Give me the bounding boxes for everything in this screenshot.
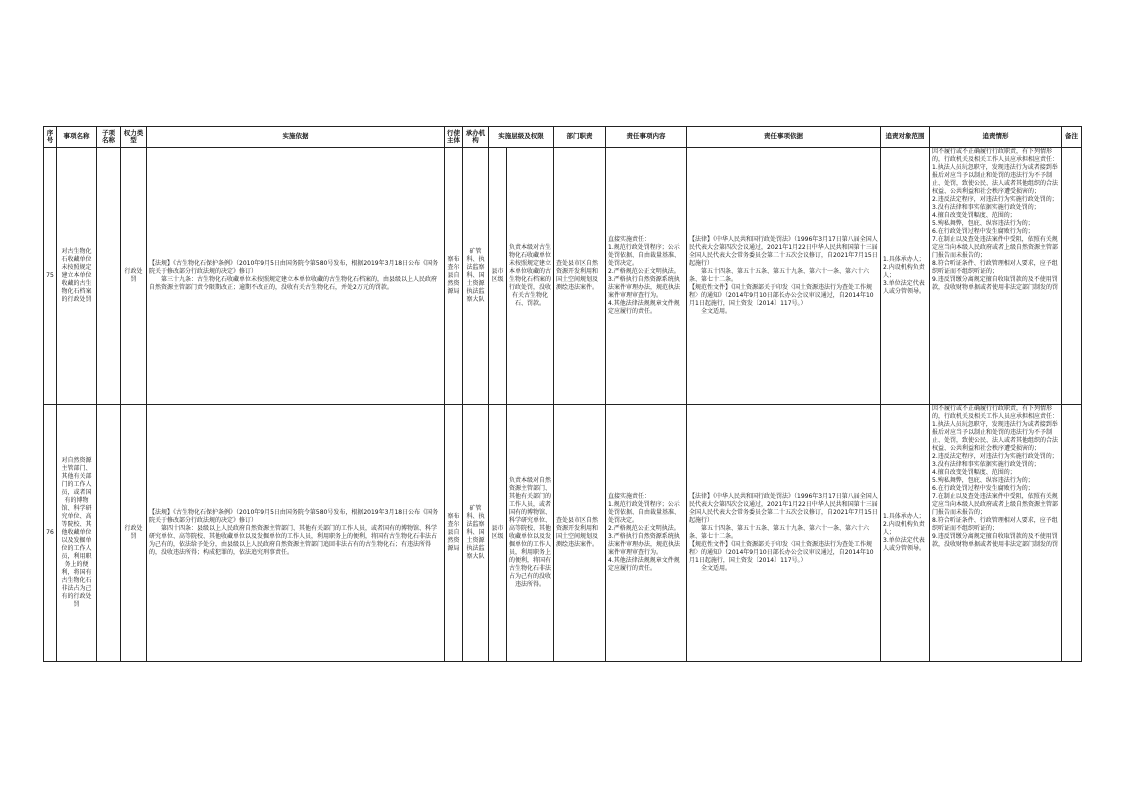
row-duty: 查处县市区自然资源开发利用和国土空间规划及测绘违法案件。	[554, 148, 606, 405]
header-remark: 备注	[1062, 127, 1082, 148]
row-type: 行政处罚	[121, 405, 147, 662]
header-duty: 部门职责	[554, 127, 606, 148]
row-remark	[1062, 405, 1082, 662]
row-level-a: 县市区级	[489, 148, 507, 405]
row-sub	[97, 405, 121, 662]
row-subject: 察布查尔县自然资源局	[445, 148, 463, 405]
row-scope: 1.具体承办人； 2.内设机构负责人； 3.单位法定代表人或分管领导。	[881, 405, 930, 662]
header-content: 责任事项内容	[606, 127, 687, 148]
row-sub	[97, 148, 121, 405]
row-num: 75	[44, 148, 57, 405]
row-level-a: 县市区级	[489, 405, 507, 662]
header-situation: 追责情形	[930, 127, 1062, 148]
header-liab-basis: 责任事项依据	[687, 127, 881, 148]
row-basis: 【法规】《古生物化石保护条例》（2010年9月5日由国务院令第580号发布，根据2019年3月18日公布《国务院关于修改部分行政法规的决定》修订） 第四十四条：县级以上人民政府自然资源主管部门、其他有关部门的工作人员，或者国有的博物馆、科学研究单位、高等院校、其他收藏单位以及发掘单位的工作人员，利用职务上的便利，将国有古生物化石非法占为己有的，依法给予处分，由县级以上人民政府自然资源主管部门追回非法占有的古生物化石；有违法所得的，没收违法所得；构成犯罪的，依法追究刑事责任。	[147, 405, 445, 662]
header-subject: 行使主体	[445, 127, 463, 148]
header-type: 权力类型	[121, 127, 147, 148]
liability-table	[43, 126, 1082, 662]
header-row	[44, 127, 1082, 148]
header-level: 实施层级及权限	[489, 127, 554, 148]
table-row	[44, 148, 1082, 405]
row-liab-basis: 【法律】《中华人民共和国行政处罚法》（1996年3月17日第八届全国人民代表大会第四次会议通过，2021年1月22日中华人民共和国第十三届全国人民代表大会常务委员会第二十五次会议修订，自2021年7月15日起施行） 第五十四条、第五十五条、第五十九条、第六十一条、第六十六条、第七十二条。 【规范性文件】《国土资源部关于印发〈国土资源违法行为查处工作规程〉的通知》（2014年9月10日部长办公会议审议通过，自2014年10月1日起施行，国土资发〔2014〕117号。） 全文适用。	[687, 148, 881, 405]
header-num: 序号	[44, 127, 57, 148]
row-name: 对自然资源主管部门、其他有关部门的工作人员，或者国有的博物馆、科学研究单位、高等院校、其他收藏单位以及发掘单位的工作人员，利用职务上的便利，将国有古生物化石非法占为己有的行政处罚	[57, 405, 97, 662]
header-sub: 子项名称	[97, 127, 121, 148]
header-scope: 追责对象范围	[881, 127, 930, 148]
row-duty: 查处县市区自然资源开发利用和国土空间规划及测绘违法案件。	[554, 405, 606, 662]
row-org: 矿管科、执法监察科、国土资源执法监察大队	[463, 405, 489, 662]
header-name: 事项名称	[57, 127, 97, 148]
row-type: 行政处罚	[121, 148, 147, 405]
row-situation: 因不履行或不正确履行行政职责，有下列情形的，行政机关及相关工作人员应承担相应责任： 1.执法人员玩忽职守，发现违法行为或者接到举报后对应当予以制止和处罚的违法行为不予制止、处罚，致使公民、法人或者其他组织的合法权益、公共利益和社会秩序遭受损害的； 2.违反法定程序，对违法行为实施行政处罚的； 3.没有法律和事实依据实施行政处罚的； 4.擅自改变处罚幅度、范围的； 5.殉私舞弊，包庇、纵容违法行为的； 6.在行政处罚过程中发生腐败行为的； 7.在制止以及查处违法案件中受阻，依照有关规定应当向本级人民政府或者上级自然资源主管部门报告而未报告的； 8.符合听证条件、行政管理相对人要求，应予组织听证而不组织听证的； 9.违反罚缴分离规定擅自收取罚款的及不使用罚款，没收财物单据或者使用非法定部门制发的罚	[930, 405, 1062, 662]
row-remark	[1062, 148, 1082, 405]
header-basis: 实施依据	[147, 127, 445, 148]
row-level-b: 负责本级对古生物化石收藏单位未按照规定建立本单位收藏的古生物化石档案的行政处罚，没收有关古生物化石、罚款。	[507, 148, 554, 405]
row-level-b: 负责本级对自然资源主管部门、其他有关部门的工作人员，或者国有的博物馆、科学研究单位、高等院校、其他收藏单位以及发掘单位的工作人员，利用职务上的便利，将国有古生物化石非法占为己有的没收违法所得。	[507, 405, 554, 662]
row-subject: 察布查尔县自然资源局	[445, 405, 463, 662]
row-situation: 因不履行或不正确履行行政职责，有下列情形的，行政机关及相关工作人员应承担相应责任： 1.执法人员玩忽职守，发现违法行为或者接到举报后对应当予以制止和处罚的违法行为不予制止、处罚，致使公民、法人或者其他组织的合法权益、公共利益和社会秩序遭受损害的； 2.违反法定程序，对违法行为实施行政处罚的； 3.没有法律和事实依据实施行政处罚的； 4.擅自改变处罚幅度、范围的； 5.殉私舞弊，包庇、纵容违法行为的； 6.在行政处罚过程中发生腐败行为的； 7.在制止以及查处违法案件中受阻，依照有关规定应当向本级人民政府或者上级自然资源主管部门报告而未报告的； 8.符合听证条件、行政管理相对人要求，应予组织听证而不组织听证的； 9.违反罚缴分离规定擅自收取罚款的及不使用罚款，没收财物单据或者使用非法定部门制发的罚	[930, 148, 1062, 405]
header-org: 承办机构	[463, 127, 489, 148]
row-content: 直接实施责任： 1.规范行政处罚程序；公示处罚依据、自由裁量基准、处罚决定。 2.严格规范公正文明执法。 3.严格执行自然资源系统执法案件审理办法，规范执法案件审理审查行为。 4.其他法律法规规章文件规定应履行的责任。	[606, 148, 687, 405]
row-basis: 【法规】《古生物化石保护条例》（2010年9月5日由国务院令第580号发布，根据2019年3月18日公布《国务院关于修改部分行政法规的决定》修订） 第三十九条：古生物化石收藏单位未按照规定建立本单位收藏的古生物化石档案的，由县级以上人民政府自然资源主管部门责令限期改正；逾期不改正的，没收有关古生物化石，并处2万元的罚款。	[147, 148, 445, 405]
row-liab-basis: 【法律】《中华人民共和国行政处罚法》（1996年3月17日第八届全国人民代表大会第四次会议通过，2021年1月22日中华人民共和国第十三届全国人民代表大会常务委员会第二十五次会议修订，自2021年7月15日起施行） 第五十四条、第五十五条、第五十九条、第六十一条、第六十六条、第七十二条。 【规范性文件】《国土资源部关于印发〈国土资源违法行为查处工作规程〉的通知》（2014年9月10日部长办公会议审议通过，自2014年10月1日起施行，国土资发〔2014〕117号。） 全文适用。	[687, 405, 881, 662]
row-content: 直接实施责任： 1.规范行政处罚程序；公示处罚依据、自由裁量基准、处罚决定。 2.严格规范公正文明执法。 3.严格执行自然资源系统执法案件审理办法，规范执法案件审理审查行为。 4.其他法律法规规章文件规定应履行的责任。	[606, 405, 687, 662]
row-name: 对古生物化石收藏单位未按照规定建立本单位收藏的古生物化石档案的行政处罚	[57, 148, 97, 405]
row-org: 矿管科、执法监察科、国土资源执法监察大队	[463, 148, 489, 405]
table-row	[44, 405, 1082, 662]
row-num: 76	[44, 405, 57, 662]
row-scope: 1.具体承办人； 2.内设机构负责人； 3.单位法定代表人或分管领导。	[881, 148, 930, 405]
